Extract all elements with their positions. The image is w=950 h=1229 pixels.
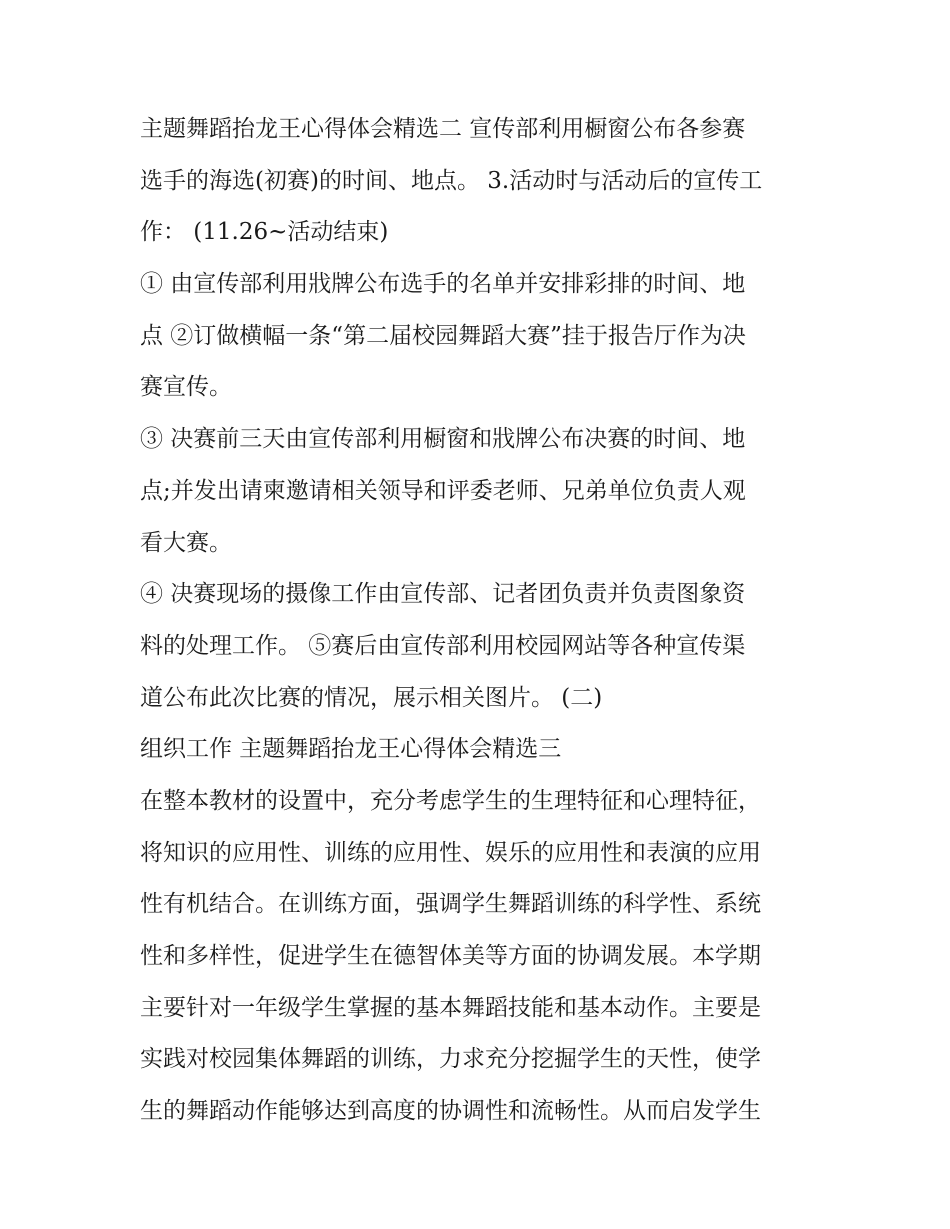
text-line-18: 主要针对一年级学生掌握的基本舞蹈技能和基本动作。主要是: [140, 994, 761, 1021]
text-line-20: 生的舞蹈动作能够达到高度的协调性和流畅性。从而启发学生: [140, 1098, 761, 1125]
text-line-8: 点;并发出请柬邀请相关领导和评委老师、兄弟单位负责人观: [140, 477, 746, 504]
text-line-10: ④ 决赛现场的摄像工作由宣传部、记者团负责并负责图象资: [140, 581, 746, 608]
text-line-6: 赛宣传。: [140, 374, 232, 401]
text-line-5: 点 ②订做横幅一条“第二届校园舞蹈大赛”挂于报告厅作为决: [140, 322, 746, 349]
text-line-13: 组织工作 主题舞蹈抬龙王心得体会精选三: [140, 736, 562, 763]
text-line-14: 在整本教材的设置中，充分考虑学生的生理特征和心理特征，: [140, 787, 761, 814]
text-line-12: 道公布此次比赛的情况，展示相关图片。 (二): [140, 684, 603, 711]
text-line-11: 料的处理工作。 ⑤赛后由宣传部利用校园网站等各种宣传渠: [140, 632, 746, 659]
text-line-7: ③ 决赛前三天由宣传部利用橱窗和戕牌公布决赛的时间、地: [140, 426, 746, 453]
text-line-16: 性有机结合。在训练方面，强调学生舞蹈训练的科学性、系统: [140, 891, 761, 918]
text-line-3: 作： (11.26~活动结束): [140, 219, 389, 246]
text-line-2: 选手的海选(初赛)的时间、地点。 3.活动时与活动后的宣传工: [140, 167, 763, 194]
text-line-4: ① 由宣传部利用戕牌公布选手的名单并安排彩排的时间、地: [140, 271, 746, 298]
text-line-9: 看大赛。: [140, 529, 232, 556]
text-line-15: 将知识的应用性、训练的应用性、娱乐的应用性和表演的应用: [140, 839, 761, 866]
text-line-17: 性和多样性，促进学生在德智体美等方面的协调发展。本学期: [140, 943, 761, 969]
document-body: [140, 104, 820, 1138]
text-line-19: 实践对校园集体舞蹈的训练，力求充分挖掘学生的天性，使学: [140, 1046, 761, 1073]
text-line-1: 主题舞蹈抬龙王心得体会精选二 宣传部利用橱窗公布各参赛: [140, 116, 746, 142]
